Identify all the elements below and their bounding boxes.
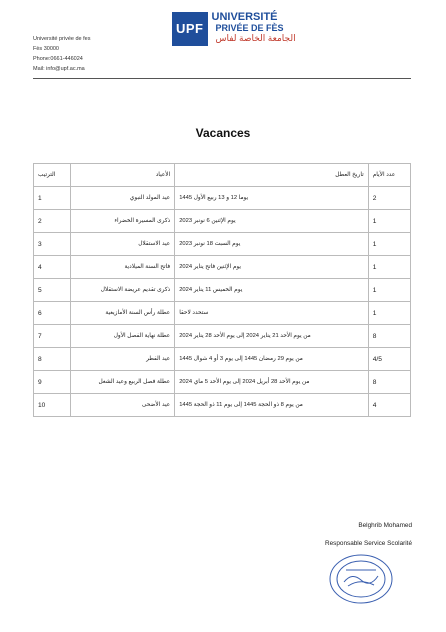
cell-date xyxy=(175,256,369,279)
cell-rank: 10 xyxy=(34,394,71,417)
cell-date xyxy=(175,233,369,256)
cell-date-text: يوم الإثنين فاتح يناير 2024 xyxy=(179,264,242,270)
cell-fete: عيد الأضحى xyxy=(70,394,175,417)
header-fete: الأعياد xyxy=(70,164,175,187)
cell-rank: 6 xyxy=(34,302,71,325)
cell-days: 2 xyxy=(368,187,410,210)
cell-rank: 7 xyxy=(34,325,71,348)
cell-date-text: من يوم الأحد 21 يناير 2024 إلى يوم الأحد 28 يناير 2024 xyxy=(179,333,311,339)
cell-days: 4 xyxy=(368,394,410,417)
cell-date-text: يوم الإثنين 6 نونبر 2023 xyxy=(179,218,236,224)
cell-days: 1 xyxy=(368,210,410,233)
logo-line-1: UNIVERSITÉ xyxy=(211,11,278,23)
cell-date xyxy=(175,302,369,325)
stamp-inner-ring xyxy=(337,561,385,597)
phone-line: Phone:0661-446024 xyxy=(33,56,83,62)
cell-date-text: يوم الخميس 11 يناير 2024 xyxy=(179,287,243,293)
cell-days: 8 xyxy=(368,371,410,394)
address-block xyxy=(33,34,90,74)
logo-text xyxy=(212,12,296,46)
cell-fete: فاتح السنة الميلادية xyxy=(70,256,175,279)
cell-date xyxy=(175,348,369,371)
cell-days: 1 xyxy=(368,279,410,302)
cell-fete: عيد المولد النبوي xyxy=(70,187,175,210)
stamp-signature-stroke xyxy=(348,582,374,586)
cell-fete: عطلة رأس السنة الأمازيغية xyxy=(70,302,175,325)
header-divider xyxy=(33,78,411,79)
cell-fete: عطلة فصل الربيع وعيد الشغل xyxy=(70,371,175,394)
cell-date-text: من يوم 8 ذو الحجة 1445 إلى يوم 11 ذو الحجة 1445 xyxy=(179,402,303,408)
cell-fete: ذكرى المسيرة الخضراء xyxy=(70,210,175,233)
table-row xyxy=(34,279,411,302)
cell-days: 1 xyxy=(368,256,410,279)
cell-rank: 1 xyxy=(34,187,71,210)
cell-date xyxy=(175,187,369,210)
cell-rank: 9 xyxy=(34,371,71,394)
page-title: Vacances xyxy=(195,126,251,140)
table-header-row xyxy=(34,164,411,187)
table-row xyxy=(34,348,411,371)
official-stamp xyxy=(326,552,396,606)
cell-rank: 2 xyxy=(34,210,71,233)
cell-date-text: ستحدد لاحقا xyxy=(179,310,209,316)
email-line: Mail: info@upf.ac.ma xyxy=(33,66,85,72)
cell-rank: 8 xyxy=(34,348,71,371)
cell-days: 1 xyxy=(368,233,410,256)
table-row xyxy=(34,325,411,348)
cell-days: 4/5 xyxy=(368,348,410,371)
cell-date-text: من يوم 29 رمضان 1445 إلى يوم 3 أو 4 شوال 1445 xyxy=(179,356,303,362)
cell-date xyxy=(175,394,369,417)
address-line: Université privée de fes xyxy=(33,36,91,42)
cell-fete: عيد الفطر xyxy=(70,348,175,371)
cell-date-text: يوم السبت 18 نونبر 2023 xyxy=(179,241,241,247)
cell-date-text: يوما 12 و 13 ربيع الأول 1445 xyxy=(179,195,249,201)
cell-days: 1 xyxy=(368,302,410,325)
cell-date-text: من يوم الأحد 28 أبريل 2024 إلى يوم الأحد 5 ماي 2024 xyxy=(179,379,310,385)
table-row xyxy=(34,394,411,417)
cell-fete: عيد الاستقلال xyxy=(70,233,175,256)
upf-logo xyxy=(172,12,296,46)
holidays-table xyxy=(33,163,411,417)
cell-date xyxy=(175,279,369,302)
cell-fete: ذكرى تقديم عريضة الاستقلال xyxy=(70,279,175,302)
stamp-outer-ring xyxy=(330,555,392,603)
header-days: عدد الأيام xyxy=(368,164,410,187)
cell-rank: 4 xyxy=(34,256,71,279)
signatory-name: Belghrib Mohamed xyxy=(358,522,412,529)
address-line: Fès 30000 xyxy=(33,46,59,52)
cell-rank: 3 xyxy=(34,233,71,256)
table-row xyxy=(34,233,411,256)
logo-line-2: PRIVÉE DE FÈS xyxy=(215,23,284,33)
cell-date xyxy=(175,371,369,394)
logo-mark: UPF xyxy=(172,12,208,46)
cell-days: 8 xyxy=(368,325,410,348)
cell-date xyxy=(175,210,369,233)
table-row xyxy=(34,187,411,210)
cell-date xyxy=(175,325,369,348)
cell-fete: عطلة نهاية الفصل الأول xyxy=(70,325,175,348)
table-row xyxy=(34,371,411,394)
table-row xyxy=(34,256,411,279)
logo-line-3: الجامعة الخاصة لفاس xyxy=(215,33,296,43)
header-rank: الترتيب xyxy=(34,164,71,187)
cell-rank: 5 xyxy=(34,279,71,302)
signatory-role: Responsable Service Scolarité xyxy=(324,540,412,547)
table-row xyxy=(34,210,411,233)
header-date: تاريخ العطل xyxy=(175,164,369,187)
table-row xyxy=(34,302,411,325)
